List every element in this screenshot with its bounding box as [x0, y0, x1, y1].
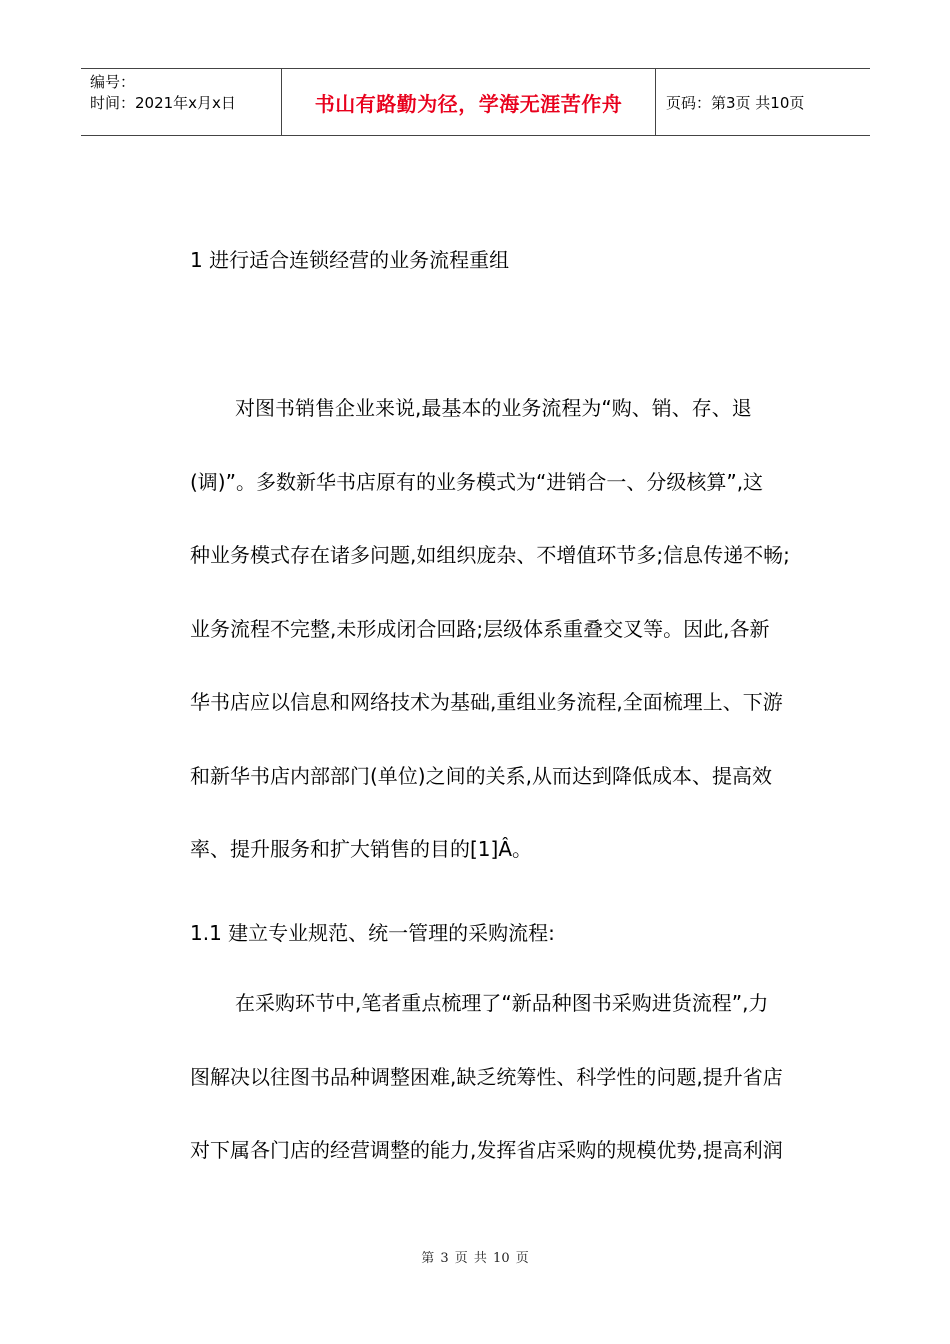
paragraph-line: 对图书销售企业来说,最基本的业务流程为“购、销、存、退 — [235, 396, 752, 420]
number-label: 编号： — [90, 73, 136, 91]
header-meta — [81, 69, 281, 135]
page-footer: 第 3 页 共 10 页 — [421, 1251, 529, 1266]
time-label: 时间：2021年x月x日 — [90, 94, 236, 112]
paragraph-line: 和新华书店内部部门(单位)之间的关系,从而达到降低成本、提高效 — [190, 763, 772, 788]
paragraph-2 — [145, 967, 809, 1188]
paragraph-line: 对下属各门店的经营调整的能力,发挥省店采购的规模优势,提高利润 — [190, 1138, 783, 1162]
header-page-label: 页码：第3页 共10页 — [666, 93, 805, 112]
paragraph-line: 在采购环节中,笔者重点梳理了“新品种图书采购进货流程”,力 — [235, 991, 769, 1015]
subsection-heading: 1.1 建立专业规范、统一管理的采购流程: — [190, 921, 555, 945]
paragraph-line: 图解决以往图书品种调整困难,缺乏统筹性、科学性的问题,提升省店 — [190, 1064, 783, 1089]
page-header — [81, 68, 870, 136]
paragraph-line: 华书店应以信息和网络技术为基础,重组业务流程,全面梳理上、下游 — [190, 690, 783, 714]
paragraph-line: (调)”。多数新华书店原有的业务模式为“进销合一、分级核算”,这 — [190, 469, 764, 494]
section-heading: 1 进行适合连锁经营的业务流程重组 — [190, 248, 510, 272]
header-motto: 书山有路勤为径，学海无涯苦作舟 — [281, 69, 656, 135]
paragraph-line: 业务流程不完整,未形成闭合回路;层级体系重叠交叉等。因此,各新 — [190, 616, 770, 641]
paragraph-1 — [145, 372, 809, 887]
paragraph-line: 种业务模式存在诸多问题,如组织庞杂、不增值环节多;信息传递不畅; — [190, 543, 790, 567]
paragraph-line: 率、提升服务和扩大销售的目的[1]Â。 — [190, 837, 533, 861]
